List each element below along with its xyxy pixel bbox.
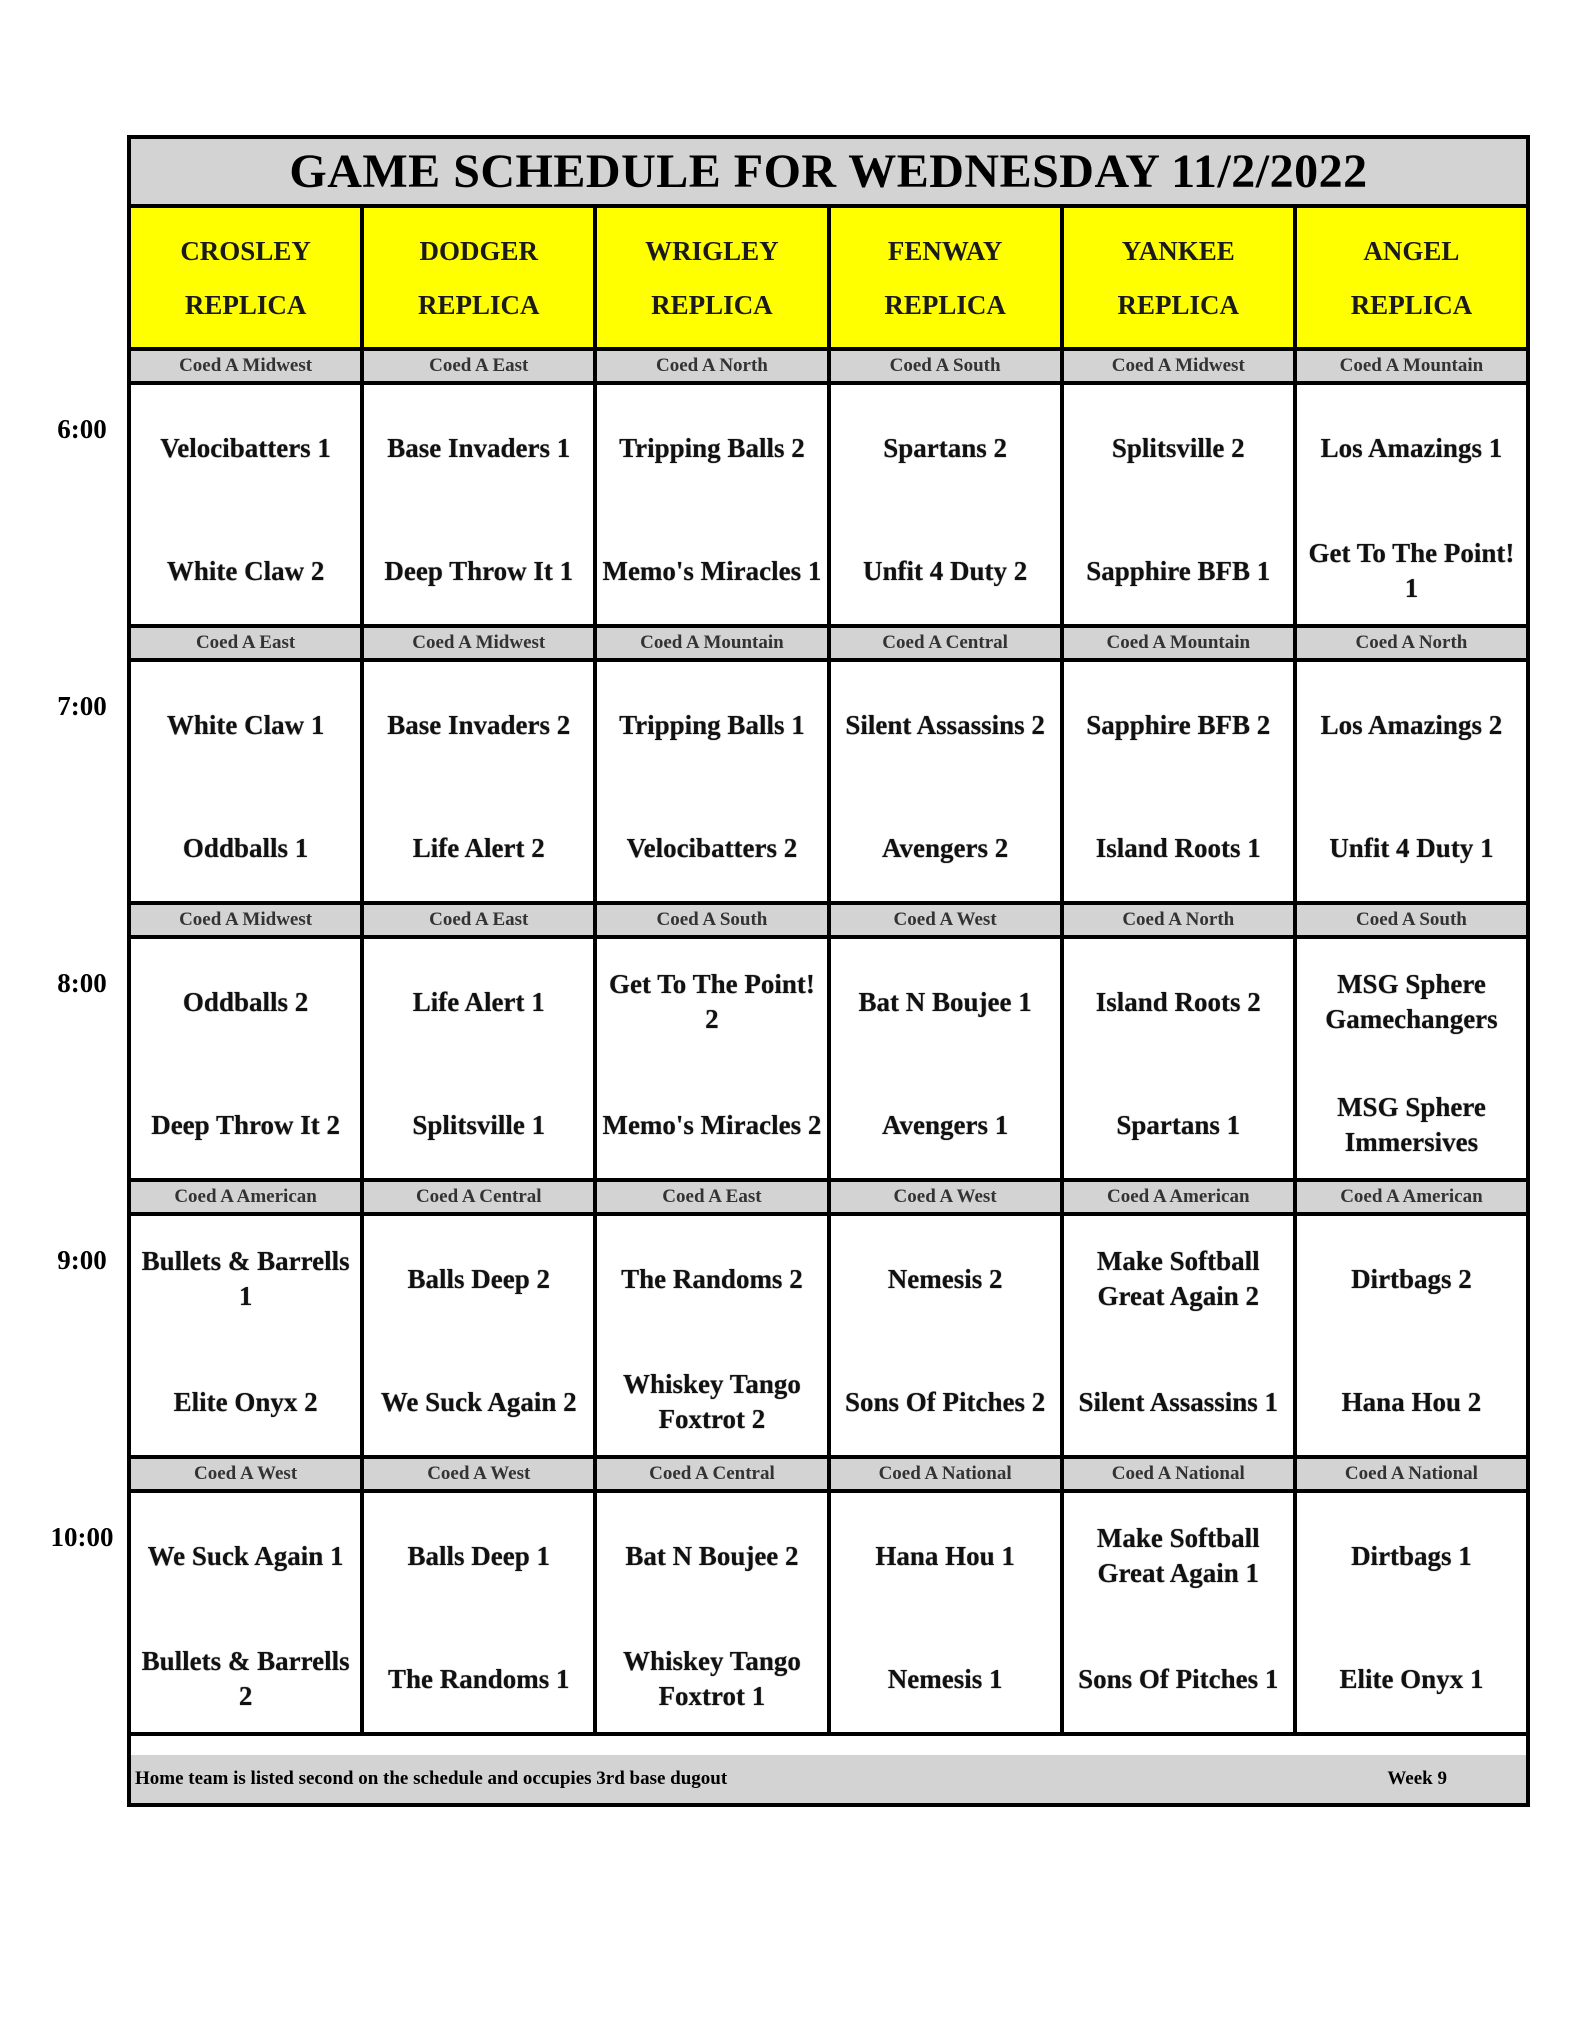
home-team: Deep Throw It 1 — [384, 555, 574, 586]
away-team: Silent Assassins 2 — [845, 709, 1045, 740]
field-sub: REPLICA — [651, 289, 773, 320]
division-row — [131, 628, 1526, 662]
game-cell — [364, 385, 597, 624]
division-row — [131, 905, 1526, 939]
home-team: Velocibatters 2 — [626, 832, 798, 863]
away-team: Los Amazings 1 — [1320, 432, 1503, 463]
home-team: Whiskey Tango Foxtrot 1 — [623, 1646, 801, 1711]
game-cell — [1297, 385, 1526, 624]
away-team: Los Amazings 2 — [1320, 709, 1503, 740]
division-label: Coed A American — [131, 1182, 364, 1212]
game-cell — [364, 1216, 597, 1455]
home-team: Deep Throw It 2 — [151, 1109, 340, 1140]
division-label: Coed A American — [1340, 1186, 1483, 1207]
week-label: Week 9 — [1387, 1768, 1447, 1789]
division-label: Coed A East — [364, 905, 597, 935]
field-header — [831, 208, 1064, 347]
home-team: Sapphire BFB 1 — [1086, 555, 1271, 586]
home-team: Sons Of Pitches 1 — [1078, 1663, 1279, 1694]
away-team: Base Invaders 2 — [387, 709, 571, 740]
division-label: Coed A Mountain — [1339, 355, 1484, 376]
home-team: Oddballs 1 — [182, 832, 309, 863]
field-sub: REPLICA — [1117, 289, 1240, 320]
game-cell — [597, 385, 830, 624]
field-sub: REPLICA — [418, 289, 540, 320]
field-header-row — [131, 208, 1526, 351]
division-label: Coed A National — [831, 1459, 1064, 1489]
away-team: Life Alert 1 — [412, 986, 545, 1017]
game-cell — [131, 385, 364, 624]
division-label: Coed A West — [364, 1459, 597, 1489]
game-cell — [364, 939, 597, 1178]
division-label: Coed A West — [831, 905, 1064, 935]
division-label: Coed A Mountain — [1064, 628, 1297, 658]
game-cell — [1297, 662, 1526, 901]
game-cell — [831, 1493, 1064, 1732]
schedule-table — [127, 135, 1530, 1807]
field-name: ANGEL — [1363, 235, 1460, 266]
away-team: Nemesis 2 — [887, 1263, 1003, 1294]
away-team: Bat N Boujee 1 — [858, 986, 1032, 1017]
division-label: Coed A North — [1064, 905, 1297, 935]
division-label: Coed A Mountain — [597, 628, 830, 658]
time-slot-block — [131, 628, 1526, 905]
division-label: Coed A Midwest — [131, 905, 364, 935]
division-label: Coed A National — [1344, 1463, 1478, 1484]
division-label: Coed A South — [831, 351, 1064, 381]
away-team: The Randoms 2 — [621, 1263, 803, 1294]
game-cell — [597, 1493, 830, 1732]
home-team: Island Roots 1 — [1095, 832, 1261, 863]
game-row — [131, 662, 1526, 905]
field-name: DODGER — [419, 235, 539, 266]
division-label: Coed A American — [1064, 1182, 1297, 1212]
time-label: 10:00 — [50, 1522, 114, 1552]
home-team: Bullets & Barrells 2 — [141, 1646, 350, 1711]
home-team: Silent Assassins 1 — [1078, 1386, 1279, 1417]
division-label: Coed A Midwest — [131, 351, 364, 381]
away-team: Tripping Balls 2 — [619, 432, 805, 463]
home-team: Nemesis 1 — [887, 1663, 1003, 1694]
time-slot-block — [131, 351, 1526, 628]
division-label: Coed A East — [131, 628, 364, 658]
away-team: Get To The Point! 2 — [609, 969, 815, 1034]
away-team: Velocibatters 1 — [160, 432, 331, 463]
division-label: Coed A South — [597, 905, 830, 935]
division-label: Coed A Central — [364, 1182, 597, 1212]
time-label: 7:00 — [57, 691, 107, 721]
away-team: Hana Hou 1 — [875, 1540, 1015, 1571]
home-team: We Suck Again 2 — [380, 1386, 577, 1417]
field-header — [1297, 208, 1526, 347]
page-title: GAME SCHEDULE FOR WEDNESDAY 11/2/2022 — [131, 139, 1526, 208]
division-label: Coed A National — [1064, 1459, 1297, 1489]
game-cell — [1064, 1493, 1297, 1732]
game-row — [131, 1493, 1526, 1736]
time-slot-block — [131, 1459, 1526, 1736]
away-team: Sapphire BFB 2 — [1086, 709, 1271, 740]
home-team: Sons Of Pitches 2 — [844, 1386, 1046, 1417]
game-cell — [1064, 939, 1297, 1178]
game-cell — [364, 662, 597, 901]
away-team: White Claw 1 — [166, 709, 325, 740]
away-team: Bat N Boujee 2 — [625, 1540, 799, 1571]
away-team: Balls Deep 1 — [407, 1540, 551, 1571]
division-row — [131, 351, 1526, 385]
away-team: Make Softball Great Again 2 — [1096, 1246, 1260, 1311]
time-label: 6:00 — [57, 414, 107, 444]
away-team: Make Softball Great Again 1 — [1096, 1523, 1260, 1588]
game-cell — [597, 939, 830, 1178]
game-cell — [831, 1216, 1064, 1455]
home-team: Avengers 2 — [881, 832, 1009, 863]
division-row — [131, 1459, 1526, 1493]
away-team: Dirtbags 2 — [1351, 1263, 1472, 1294]
division-label: Coed A North — [1355, 632, 1468, 653]
away-team: We Suck Again 1 — [147, 1540, 344, 1571]
game-cell — [364, 1493, 597, 1732]
game-row — [131, 1216, 1526, 1459]
game-cell — [131, 939, 364, 1178]
division-label: Coed A Midwest — [364, 628, 597, 658]
game-cell — [1064, 662, 1297, 901]
game-cell — [1064, 1216, 1297, 1455]
game-cell — [1064, 385, 1297, 624]
footer-note: Home team is listed second on the schedule and occupies 3rd base dugout — [135, 1768, 728, 1789]
time-slot-block — [131, 1182, 1526, 1459]
footer-bar — [131, 1755, 1526, 1803]
field-header — [597, 208, 830, 347]
home-team: Spartans 1 — [1116, 1109, 1241, 1140]
field-name: WRIGLEY — [645, 235, 779, 266]
game-cell — [1297, 939, 1526, 1178]
time-label: 8:00 — [57, 968, 107, 998]
away-team: Tripping Balls 1 — [619, 709, 805, 740]
game-cell — [597, 662, 830, 901]
game-cell — [131, 662, 364, 901]
home-team: Avengers 1 — [881, 1109, 1009, 1140]
division-label: Coed A Central — [597, 1459, 830, 1489]
game-row — [131, 385, 1526, 628]
away-team: Spartans 2 — [883, 432, 1007, 463]
time-slot-block — [131, 905, 1526, 1182]
field-sub: REPLICA — [1350, 289, 1473, 320]
field-sub: REPLICA — [184, 289, 307, 320]
home-team: Splitsville 1 — [412, 1109, 546, 1140]
home-team: Elite Onyx 2 — [173, 1386, 318, 1417]
home-team: Unfit 4 Duty 1 — [1329, 832, 1494, 863]
home-team: Unfit 4 Duty 2 — [862, 555, 1028, 586]
game-cell — [131, 1216, 364, 1455]
home-team: Memo's Miracles 2 — [602, 1109, 822, 1140]
game-cell — [1297, 1493, 1526, 1732]
away-team: Island Roots 2 — [1095, 986, 1261, 1017]
home-team: Memo's Miracles 1 — [602, 555, 822, 586]
division-label: Coed A East — [597, 1182, 830, 1212]
division-label: Coed A West — [831, 1182, 1064, 1212]
away-team: Base Invaders 1 — [387, 432, 571, 463]
home-team: Whiskey Tango Foxtrot 2 — [623, 1369, 801, 1434]
division-label: Coed A Midwest — [1064, 351, 1297, 381]
division-label: Coed A West — [131, 1459, 364, 1489]
away-team: Dirtbags 1 — [1351, 1540, 1472, 1571]
home-team: MSG Sphere Immersives — [1337, 1092, 1486, 1157]
field-header — [131, 208, 364, 347]
away-team: Splitsville 2 — [1111, 432, 1245, 463]
field-name: YANKEE — [1121, 235, 1235, 266]
field-name: CROSLEY — [180, 235, 311, 266]
away-team: Balls Deep 2 — [407, 1263, 551, 1294]
away-team: Oddballs 2 — [182, 986, 309, 1017]
game-cell — [831, 662, 1064, 901]
home-team: The Randoms 1 — [387, 1663, 570, 1694]
division-label: Coed A North — [597, 351, 830, 381]
home-team: Elite Onyx 1 — [1339, 1663, 1484, 1694]
time-label: 9:00 — [57, 1245, 107, 1275]
division-row — [131, 1182, 1526, 1216]
division-label: Coed A East — [364, 351, 597, 381]
home-team: Life Alert 2 — [412, 832, 545, 863]
division-label: Coed A Central — [831, 628, 1064, 658]
home-team: Hana Hou 2 — [1341, 1386, 1482, 1417]
game-cell — [831, 939, 1064, 1178]
field-sub: REPLICA — [884, 289, 1006, 320]
game-cell — [597, 1216, 830, 1455]
game-cell — [131, 1493, 364, 1732]
game-cell — [831, 385, 1064, 624]
away-team: MSG Sphere Gamechangers — [1325, 969, 1498, 1034]
field-header — [364, 208, 597, 347]
field-name: FENWAY — [887, 235, 1003, 266]
division-label: Coed A South — [1356, 909, 1467, 930]
away-team: Bullets & Barrells 1 — [141, 1246, 350, 1311]
game-row — [131, 939, 1526, 1182]
game-cell — [1297, 1216, 1526, 1455]
home-team: White Claw 2 — [166, 555, 325, 586]
home-team: Get To The Point! 1 — [1308, 538, 1515, 603]
field-header — [1064, 208, 1297, 347]
